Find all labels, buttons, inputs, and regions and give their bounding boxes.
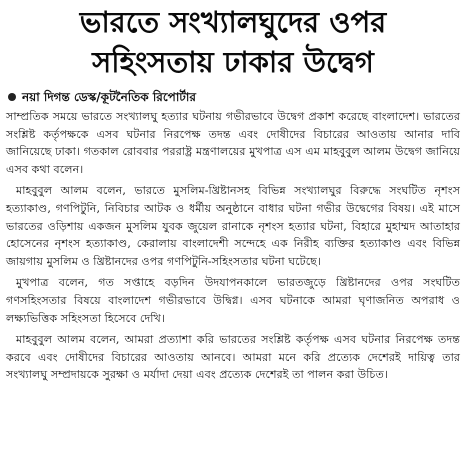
paragraph-3: মুখপাত্র বলেন, গত সপ্তাহে বড়দিন উদযাপনকালে ভারতজুড়ে খ্রিষ্টানদের ওপর সংঘটিত গণসহিংসতার বিষয়ে বাংলাদেশ গভীরভাবে উদ্বিগ্ন। এসব ঘটনাকে আমরা ঘৃণাজনিত অপরাধ ও লক্ষ্যভিত্তিক সহিংসতা হিসেবে দেখি। xyxy=(6,276,460,325)
article-body xyxy=(6,108,460,384)
bullet-icon xyxy=(8,93,16,101)
headline-line-1: ভারতে সংখ্যালঘুদের ওপর xyxy=(79,5,387,39)
headline-line-2: সহিংসতায় ঢাকার উদ্বেগ xyxy=(92,45,374,79)
paragraph-2: মাহবুবুল আলম বলেন, ভারতে মুসলিম-খ্রিষ্টানসহ বিভিন্ন সংখ্যালঘুর বিরুদ্ধে সংঘটিত নৃশংস হত্যাকাণ্ড, গণপিটুনি, নিবিচার আটক ও ধর্মীয় অনুষ্ঠানে বাধার ঘটনা গভীর উদ্বেগের বিষয়। এই মাসে ভারতের ওড়িশায় একজন মুসলিম যুবক জুয়েল রানাকে নৃশংস হত্যার ঘটনা, বিহারে মুহাম্মদ আতাহার হোসেনের নৃশংস হত্যাকাণ্ড, কেরালায় বাংলাদেশী সন্দেহে এক নিরীহ ব্যক্তির হত্যাকাণ্ড এবং বিভিন্ন জায়গায় মুসলিম ও খ্রিষ্টানদের ওপর গণপিটুনি-সহিংসতার ঘটনা ঘটেছে। xyxy=(6,184,460,268)
byline-row xyxy=(6,88,460,106)
headline xyxy=(6,2,460,82)
byline: নয়া দিগন্ত ডেস্ক/কূটনৈতিক রিপোর্টার xyxy=(22,90,196,104)
paragraph-1: সাম্প্রতিক সময়ে ভারতে সংখ্যালঘু হত্যার ঘটনায় গভীরভাবে উদ্বেগ প্রকাশ করেছে বাংলাদেশ। ভারতের সংশ্লিষ্ট কর্তৃপক্ষকে এসব ঘটনার নিরপেক্ষ তদন্ত এবং দোষীদের বিচারের আওতায় আনার দাবি জানিয়েছে ঢাকা। গতকাল রোববার পররাষ্ট্র মন্ত্রণালয়ের মুখপাত্র এস এম মাহবুবুল আলম উদ্বেগ জানিয়ে এসব কথা বলেন। xyxy=(6,110,460,176)
paragraph-4: মাহবুবুল আলম বলেন, আমরা প্রত্যাশা করি ভারতের সংশ্লিষ্ট কর্তৃপক্ষ এসব ঘটনার নিরপেক্ষ তদন্ত করবে এবং দোষীদের বিচারের আওতায় আনবে। আমরা মনে করি প্রত্যেক দেশেরই দায়িত্ব তার সংখ্যালঘু সম্প্রদায়কে সুরক্ষা ও মর্যাদা দেয়া এবং প্রত্যেক দেশেরই তা পালন করা উচিত। xyxy=(6,333,460,382)
